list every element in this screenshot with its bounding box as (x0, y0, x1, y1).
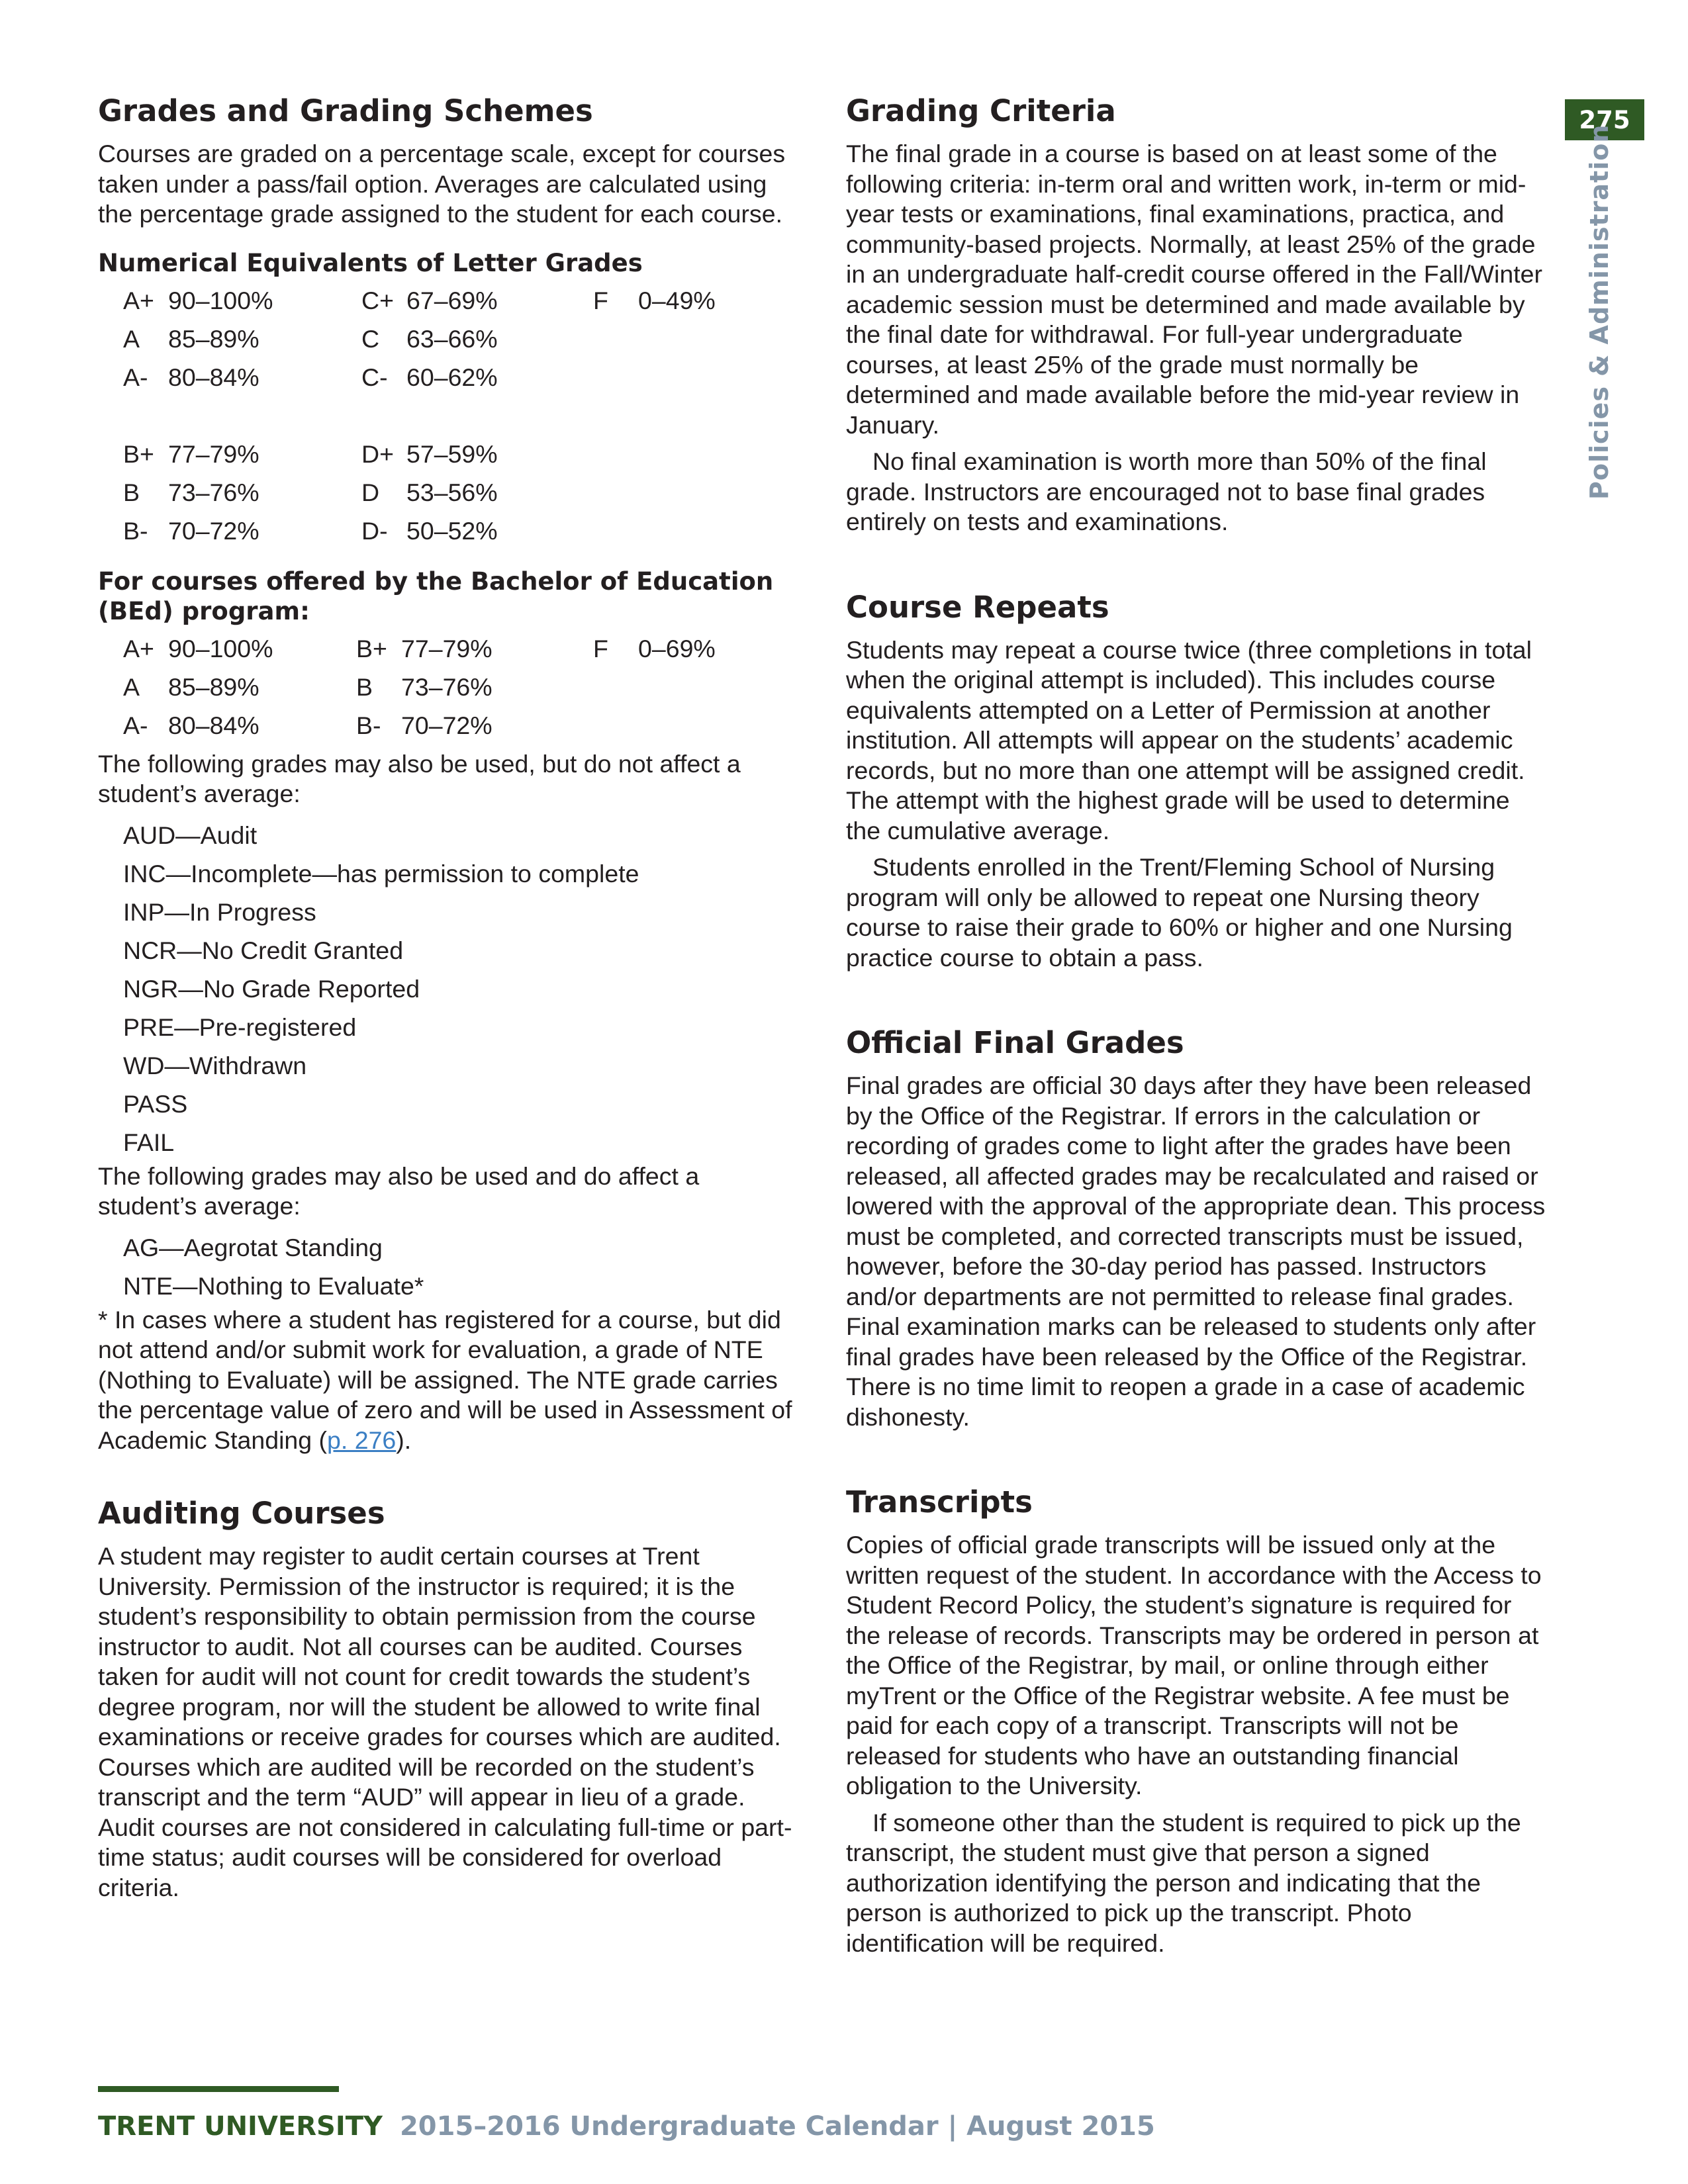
numerical-row (123, 320, 716, 359)
section-side-label: Policies & Administration (1585, 124, 1614, 500)
grade-code-item: PASS (123, 1089, 188, 1118)
letter-grade: C- (361, 363, 388, 391)
percent-range: 90–100% (168, 287, 273, 314)
grade-cell (356, 630, 593, 668)
auditing-heading: Auditing Courses (98, 1496, 385, 1531)
bed-heading: For courses offered by the Bachelor of Education (BEd) program: (98, 567, 774, 625)
footer-university: TRENT UNIVERSITY (98, 2111, 383, 2142)
left-column (98, 93, 800, 1909)
grade-cell (593, 359, 716, 397)
letter-grade: F (593, 287, 608, 314)
percent-range: 0–69% (638, 635, 716, 662)
grade-cell (123, 282, 361, 320)
letter-grade: A- (123, 711, 148, 739)
percent-range: 57–59% (406, 440, 498, 468)
percent-range: 63–66% (406, 325, 498, 353)
footer (98, 2111, 1155, 2142)
letter-grade: A- (123, 363, 148, 391)
grade-code-item: INC—Incomplete—has permission to complete (123, 859, 639, 887)
percent-range: 77–79% (168, 440, 259, 468)
grades-heading: Grades and Grading Schemes (98, 93, 593, 128)
course-repeats-p2: Students enrolled in the Trent/Fleming School of Nursing program will only be allowed to repeat one Nursing theory course to raise their grade to 60% or higher and one Nursing practice course to obtain a pass. (846, 853, 1513, 972)
grading-criteria-p1: The final grade in a course is based on at least some of the following criteria: in-term oral and written work, in-term or mid-year tests or examinations, final examinations, practica, and community-based projects. Normally, at least 25% of the grade in an undergraduate half-credit course offered in the Fall/Winter academic session must be determined and made available by the final date for withdrawal. For full-year undergraduate courses, at least 25% of the grade must normally be determined and made available before the mid-year review in January. (846, 140, 1542, 439)
percent-range: 67–69% (406, 287, 498, 314)
percent-range: 70–72% (401, 711, 492, 739)
letter-grade: A+ (123, 287, 154, 314)
bed-grades-table (123, 630, 716, 745)
percent-range: 70–72% (168, 517, 259, 545)
right-column (846, 93, 1548, 1965)
letter-grade: C+ (361, 287, 394, 314)
numerical-grades-table (123, 282, 716, 551)
numerical-row (123, 512, 716, 551)
grade-cell (593, 282, 716, 320)
bed-row (123, 707, 716, 745)
letter-grade: F (593, 635, 608, 662)
grade-code-item: AG—Aegrotat Standing (123, 1233, 383, 1261)
letter-grade: B (123, 478, 140, 506)
grade-cell (361, 435, 593, 474)
official-final-grades-p1: Final grades are official 30 days after they have been released by the Office of the Registrar. If errors in the calculation or recording of grades come to light after the grades have been released, all affected grades may be recalculated and raised or lowered with the approval of the appropriate dean. This process must be completed, and corrected transcripts must be issued, however, before the 30-day period has passed. Instructors and/or departments are not permitted to release final grades. Final examination marks can be released to students only after final grades have been released by the Office of the Registrar. There is no time limit to reopen a grade in a case of academic dishonesty. (846, 1071, 1546, 1431)
footer-calendar: 2015–2016 Undergraduate Calendar | August 2015 (399, 2111, 1155, 2142)
grade-cell (123, 320, 361, 359)
bed-row (123, 630, 716, 668)
footnote-end: ). (396, 1426, 412, 1454)
grade-cell (361, 359, 593, 397)
grade-cell (123, 359, 361, 397)
grade-cell (593, 707, 716, 745)
transcripts-p2: If someone other than the student is required to pick up the transcript, the student must give that person a signed authorization identifying the person and indicating that the person is authorized to pick up the transcript. Photo identification will be required. (846, 1808, 1521, 1957)
affect-grade-codes (123, 1228, 800, 1305)
grade-code-item: NCR—No Credit Granted (123, 936, 404, 964)
nte-footnote (98, 1305, 800, 1456)
grade-cell (593, 512, 716, 551)
grade-code-item: NTE—Nothing to Evaluate* (123, 1271, 424, 1300)
grade-cell (593, 630, 716, 668)
footer-rule (98, 2086, 339, 2092)
course-repeats-heading: Course Repeats (846, 589, 1109, 625)
percent-range: 90–100% (168, 635, 273, 662)
page-276-link[interactable]: p. 276 (327, 1426, 397, 1454)
numerical-row (123, 474, 716, 512)
letter-grade: B- (356, 711, 381, 739)
affect-intro: The following grades may also be used and do affect a student’s average: (98, 1161, 700, 1220)
numerical-row (123, 397, 716, 435)
numerical-equivalents-heading: Numerical Equivalents of Letter Grades (98, 248, 643, 277)
grade-code-item: INP—In Progress (123, 897, 316, 926)
letter-grade: B (356, 673, 373, 701)
grade-cell (593, 397, 716, 435)
grade-cell (361, 512, 593, 551)
grades-intro: Courses are graded on a percentage scale, except for courses taken under a pass/fail option. Averages are calculated using the percentage grade assigned to the student for each course. (98, 140, 786, 228)
grade-code-item: WD—Withdrawn (123, 1051, 307, 1079)
percent-range: 77–79% (401, 635, 492, 662)
grade-cell (361, 474, 593, 512)
grade-cell (123, 474, 361, 512)
grade-cell (123, 435, 361, 474)
transcripts-heading: Transcripts (846, 1484, 1033, 1520)
numerical-row (123, 435, 716, 474)
auditing-body: A student may register to audit certain courses at Trent University. Permission of the instructor is required; it is the student’s responsibility to obtain permission from the course instructor to audit. Not all courses can be audited. Courses taken for audit will not count for credit towards the student’s degree program, nor will the student be allowed to write final examinations or receive grades for courses which are audited. Courses which are audited will be recorded on the student’s transcript and the term “AUD” will appear in lieu of a grade. Audit courses are not considered in calculating full-time or part-time status; audit courses will be considered for overload criteria. (98, 1542, 792, 1901)
grade-code-item: NGR—No Grade Reported (123, 974, 420, 1003)
percent-range: 80–84% (168, 363, 259, 391)
letter-grade: D- (361, 517, 388, 545)
grade-code-item: FAIL (123, 1128, 175, 1156)
grade-cell (593, 435, 716, 474)
percent-range: 73–76% (401, 673, 492, 701)
no-affect-grade-codes (123, 816, 800, 1161)
percent-range: 85–89% (168, 673, 259, 701)
no-affect-intro: The following grades may also be used, but do not affect a student’s average: (98, 749, 741, 807)
grade-cell (356, 668, 593, 707)
grade-cell (593, 474, 716, 512)
grade-cell (361, 282, 593, 320)
percent-range: 85–89% (168, 325, 259, 353)
grade-code-item: AUD—Audit (123, 821, 258, 849)
grade-cell (356, 707, 593, 745)
grade-cell (123, 668, 356, 707)
letter-grade: A+ (123, 635, 154, 662)
numerical-row (123, 359, 716, 397)
grade-cell (123, 630, 356, 668)
course-repeats-p1: Students may repeat a course twice (three completions in total when the original attempt is included). This includes course equivalents attempted on a Letter of Permission at another institution. All attempts will appear on the students’ academic records, but no more than one attempt will be assigned credit. The attempt with the highest grade will be used to determine the cumulative average. (846, 635, 1532, 844)
grade-cell (361, 320, 593, 359)
numerical-row (123, 282, 716, 320)
transcripts-p1: Copies of official grade transcripts will be issued only at the written request of the student. In accordance with the Access to Student Record Policy, the student’s signature is required for the release of records. Transcripts may be ordered in person at the Office of the Registrar, by mail, or online through either myTrent or the Office of the Registrar website. A fee must be paid for each copy of a transcript. Transcripts will not be released for students who have an outstanding financial obligation to the University. (846, 1531, 1542, 1799)
letter-grade: D+ (361, 440, 394, 468)
percent-range: 53–56% (406, 478, 498, 506)
grade-cell (123, 512, 361, 551)
letter-grade: B+ (123, 440, 154, 468)
grade-cell (593, 668, 716, 707)
percent-range: 50–52% (406, 517, 498, 545)
grade-cell (123, 707, 356, 745)
letter-grade: D (361, 478, 380, 506)
grade-cell (123, 397, 361, 435)
percent-range: 80–84% (168, 711, 259, 739)
letter-grade: B+ (356, 635, 387, 662)
letter-grade: B- (123, 517, 148, 545)
bed-row (123, 668, 716, 707)
percent-range: 73–76% (168, 478, 259, 506)
letter-grade: C (361, 325, 380, 353)
grading-criteria-heading: Grading Criteria (846, 93, 1116, 128)
letter-grade: A (123, 325, 140, 353)
grade-cell (361, 397, 593, 435)
percent-range: 0–49% (638, 287, 716, 314)
footnote-text: * In cases where a student has registered for a course, but did not attend and/or submit work for evaluation, a grade of NTE (Nothing to Evaluate) will be assigned. The NTE grade carries the percentage value of zero and will be used in Assessment of Academic Standing ( (98, 1305, 792, 1454)
grade-code-item: PRE—Pre-registered (123, 1013, 357, 1041)
percent-range: 60–62% (406, 363, 498, 391)
page-number-tab: 275 (1565, 99, 1644, 140)
letter-grade: A (123, 673, 140, 701)
grade-cell (593, 320, 716, 359)
official-final-grades-heading: Official Final Grades (846, 1025, 1184, 1060)
grading-criteria-p2: No final examination is worth more than 50% of the final grade. Instructors are encouraged not to base final grades entirely on tests and examinations. (846, 447, 1487, 535)
